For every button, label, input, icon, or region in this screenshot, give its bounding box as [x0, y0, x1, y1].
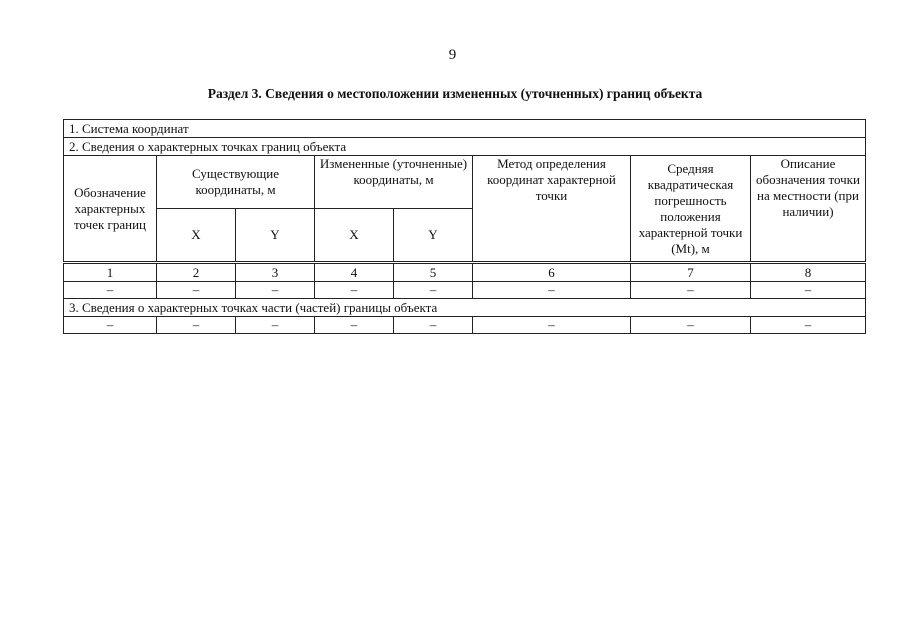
table-cell: –	[315, 282, 394, 299]
table-cell: –	[394, 317, 473, 334]
column-number: 8	[751, 263, 866, 282]
table-cell: –	[631, 282, 751, 299]
table-cell: –	[473, 282, 631, 299]
table-cell: –	[64, 282, 157, 299]
header-changed-coords: Измененные (уточненные) координаты, м	[315, 156, 473, 209]
column-number: 5	[394, 263, 473, 282]
header-existing-x: X	[157, 209, 236, 263]
table-cell: –	[631, 317, 751, 334]
header-changed-y: Y	[394, 209, 473, 263]
page-number: 9	[448, 47, 457, 63]
header-method: Метод определения координат характерной точки	[473, 156, 631, 263]
header-changed-x: X	[315, 209, 394, 263]
table-cell: –	[64, 317, 157, 334]
table-cell: –	[315, 317, 394, 334]
table-cell: –	[751, 282, 866, 299]
boundary-table	[63, 119, 866, 334]
table-cell: –	[751, 317, 866, 334]
part-points-row: 3. Сведения о характерных точках части (частей) границы объекта	[64, 299, 866, 317]
table-cell: –	[157, 282, 236, 299]
header-rms-error: Средняя квадратическая погрешность положения характерной точки (Mt), м	[631, 156, 751, 263]
table-cell: –	[157, 317, 236, 334]
column-number: 1	[64, 263, 157, 282]
column-number: 4	[315, 263, 394, 282]
column-number: 6	[473, 263, 631, 282]
coordinate-system-row: 1. Система координат	[64, 120, 866, 138]
column-number: 2	[157, 263, 236, 282]
section-title: Раздел 3. Сведения о местоположении измененных (уточненных) границ объекта	[207, 86, 703, 101]
header-designation: Обозначение характерных точек границ	[64, 156, 157, 263]
header-existing-coords: Существующие координаты, м	[157, 156, 315, 209]
boundary-points-row: 2. Сведения о характерных точках границ объекта	[64, 138, 866, 156]
table-cell: –	[473, 317, 631, 334]
header-existing-y: Y	[236, 209, 315, 263]
table-cell: –	[236, 317, 315, 334]
column-number: 3	[236, 263, 315, 282]
table-cell: –	[394, 282, 473, 299]
column-number: 7	[631, 263, 751, 282]
header-description: Описание обозначения точки на местности (при наличии)	[751, 156, 866, 263]
table-cell: –	[236, 282, 315, 299]
